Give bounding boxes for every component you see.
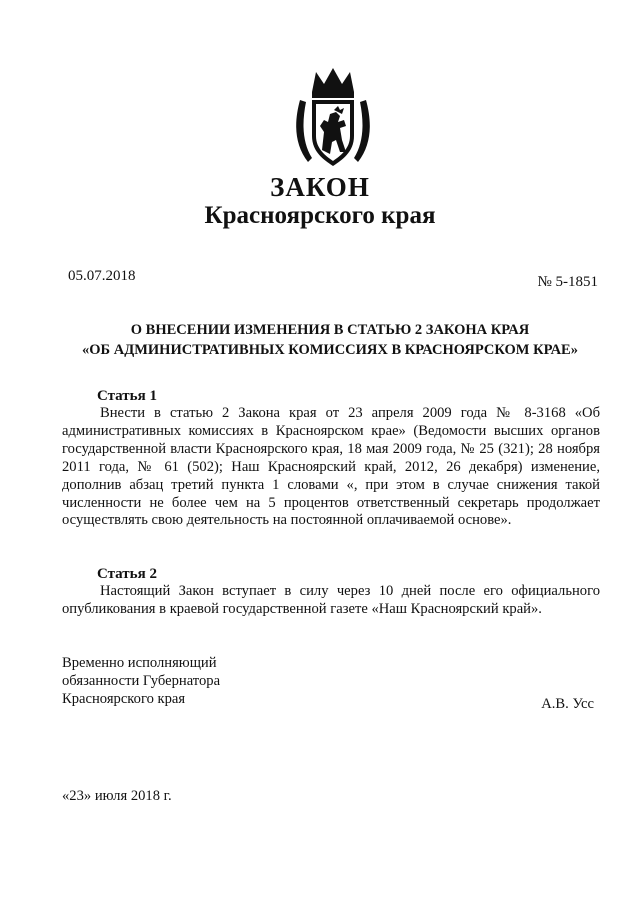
signatory-position-line-3: Красноярского края: [62, 691, 186, 707]
signatory-position: [62, 654, 220, 708]
signing-date: «23» июля 2018 г.: [62, 788, 172, 804]
law-date: 05.07.2018: [68, 268, 136, 284]
law-number: № 5-1851: [537, 274, 598, 290]
law-subject-line-1: О ВНЕСЕНИИ ИЗМЕНЕНИЯ В СТАТЬЮ 2 ЗАКОНА КРАЯ: [130, 322, 530, 338]
law-title: ЗАКОН: [270, 172, 370, 202]
krasnoyarsk-coat-of-arms-icon: [290, 62, 376, 172]
signatory-position-line-1: Временно исполняющий: [62, 655, 217, 671]
signatory-position-line-2: обязанности Губернатора: [62, 673, 221, 689]
law-region-subtitle: Красноярского края: [204, 202, 436, 229]
signatory-name: А.В. Усс: [541, 696, 594, 712]
law-subject-line-2: «ОБ АДМИНИСТРАТИВНЫХ КОМИССИЯХ В КРАСНОЯРСКОМ КРАЕ»: [82, 342, 578, 358]
article-1-heading: Статья 1: [97, 388, 157, 404]
article-1-text: Внести в статью 2 Закона края от 23 апреля 2009 года № 8-3168 «Об административных комиссиях в Красноярском крае» (Ведомости высших органов государственной власти Красноярского края, 18 мая 2009 года, № 25 (321); 28 ноября 2011 года, № 61 (502); Наш Красноярский край, 2012, 26 декабря) изменение, дополнив абзац третий пункта 1 словами «, при этом в случае снижения такой численности не более чем на 5 процентов ответственный секретарь продолжает осуществлять свою деятельность на постоянной оплачиваемой основе».: [62, 405, 600, 529]
article-2-heading: Статья 2: [97, 566, 157, 582]
article-2-text: Настоящий Закон вступает в силу через 10 дней после его официального опубликования в краевой государственной газете «Наш Красноярский край».: [62, 583, 600, 617]
